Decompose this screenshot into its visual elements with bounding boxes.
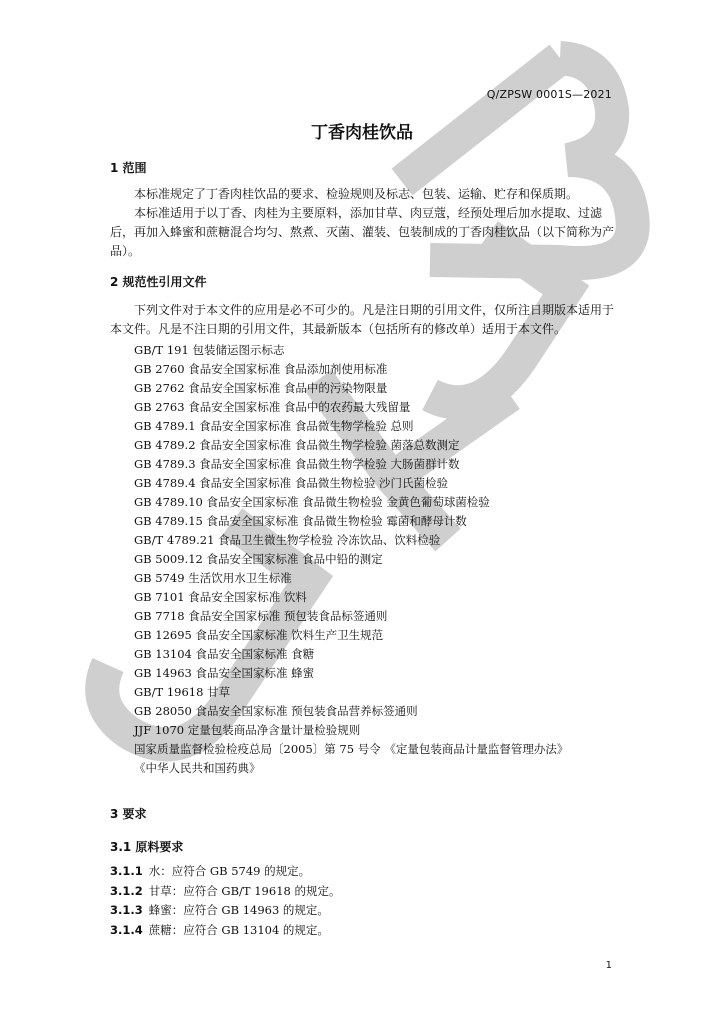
requirement-item: [110, 882, 340, 902]
reference-item: 国家质量监督检验检疫总局〔2005〕第 75 号令 《定量包装商品计量监督管理办法》: [134, 742, 569, 756]
requirement-number: 3.1.2: [110, 883, 143, 898]
requirement-number: 3.1.3: [110, 903, 143, 917]
requirements-list: [110, 862, 340, 940]
references-intro: 下列文件对于本文件的应用是必不可少的。凡是注日期的引用文件，仅所注日期版本适用于本文件。凡是不注日期的引用文件，其最新版本（包括所有的修改单）适用于本文件。: [110, 303, 615, 336]
reference-list: [134, 341, 568, 778]
requirement-item: [110, 862, 340, 882]
reference-item: GB 7101 食品安全国家标准 饮料: [134, 590, 307, 604]
requirement-text: 蜂蜜：应符合 GB 14963 的规定。: [148, 903, 329, 917]
reference-item: GB 2760 食品安全国家标准 食品添加剂使用标准: [134, 362, 388, 376]
reference-item: GB 2763 食品安全国家标准 食品中的农药最大残留量: [134, 400, 411, 414]
scope-paragraph-2: 本标准适用于以丁香、肉桂为主要原料，添加甘草、肉豆蔻，经预处理后加水提取、过滤后，再加入蜂蜜和蔗糖混合均匀、熬煮、灭菌、灌装、包装制成的丁香肉桂饮品（以下简称为产品）。: [110, 206, 615, 258]
reference-item: GB 4789.1 食品安全国家标准 食品微生物学检验 总则: [134, 419, 414, 433]
reference-item: GB/T 19618 甘草: [134, 685, 231, 699]
section-heading-references: 2 规范性引用文件: [110, 275, 207, 289]
requirement-number: 3.1.1: [110, 864, 143, 878]
reference-item: GB/T 191 包装储运图示标志: [134, 343, 285, 357]
requirement-number: 3.1.4: [110, 922, 143, 937]
reference-item: GB 2762 食品安全国家标准 食品中的污染物限量: [134, 381, 388, 395]
reference-item: GB 14963 食品安全国家标准 蜂蜜: [134, 666, 315, 680]
subsection-heading-raw-materials: 3.1 原料要求: [110, 840, 184, 854]
reference-item: JJF 1070 定量包装商品净含量计量检验规则: [134, 723, 361, 737]
reference-item: GB 13104 食品安全国家标准 食糖: [134, 647, 315, 661]
reference-item: GB 4789.2 食品安全国家标准 食品微生物学检验 菌落总数测定: [134, 438, 460, 452]
document-id: Q/ZPSW 0001S—2021: [486, 88, 612, 101]
requirement-text: 蔗糖：应符合 GB 13104 的规定。: [148, 922, 329, 937]
requirement-text: 甘草：应符合 GB/T 19618 的规定。: [148, 883, 341, 898]
reference-item: GB 5009.12 食品安全国家标准 食品中铅的测定: [134, 552, 383, 566]
page-title: 丁香肉桂饮品: [311, 123, 413, 143]
section-heading-requirements: 3 要求: [110, 807, 147, 821]
requirement-item: [110, 921, 340, 941]
requirement-item: [110, 901, 340, 921]
requirement-text: 水：应符合 GB 5749 的规定。: [148, 864, 311, 878]
section-heading-scope: 1 范围: [110, 161, 147, 175]
reference-item: GB 4789.3 食品安全国家标准 食品微生物学检验 大肠菌群计数: [134, 457, 460, 471]
reference-item: GB 28050 食品安全国家标准 预包装食品营养标签通则: [134, 704, 418, 718]
page-number: 1: [605, 960, 612, 971]
reference-item: GB 7718 食品安全国家标准 预包装食品标签通则: [134, 609, 388, 623]
scope-paragraph-1: 本标准规定了丁香肉桂饮品的要求、检验规则及标志、包装、运输、贮存和保质期。: [134, 187, 579, 201]
reference-item: GB 5749 生活饮用水卫生标准: [134, 571, 292, 585]
reference-item: 《中华人民共和国药典》: [134, 761, 261, 775]
reference-item: GB 4789.4 食品安全国家标准 食品微生物检验 沙门氏菌检验: [134, 476, 448, 490]
reference-item: GB 4789.10 食品安全国家标准 食品微生物检验 金黄色葡萄球菌检验: [134, 495, 490, 509]
reference-item: GB 4789.15 食品安全国家标准 食品微生物检验 霉菌和酵母计数: [134, 514, 467, 528]
reference-item: GB/T 4789.21 食品卫生微生物学检验 冷冻饮品、饮料检验: [134, 533, 441, 547]
reference-item: GB 12695 食品安全国家标准 饮料生产卫生规范: [134, 628, 384, 642]
